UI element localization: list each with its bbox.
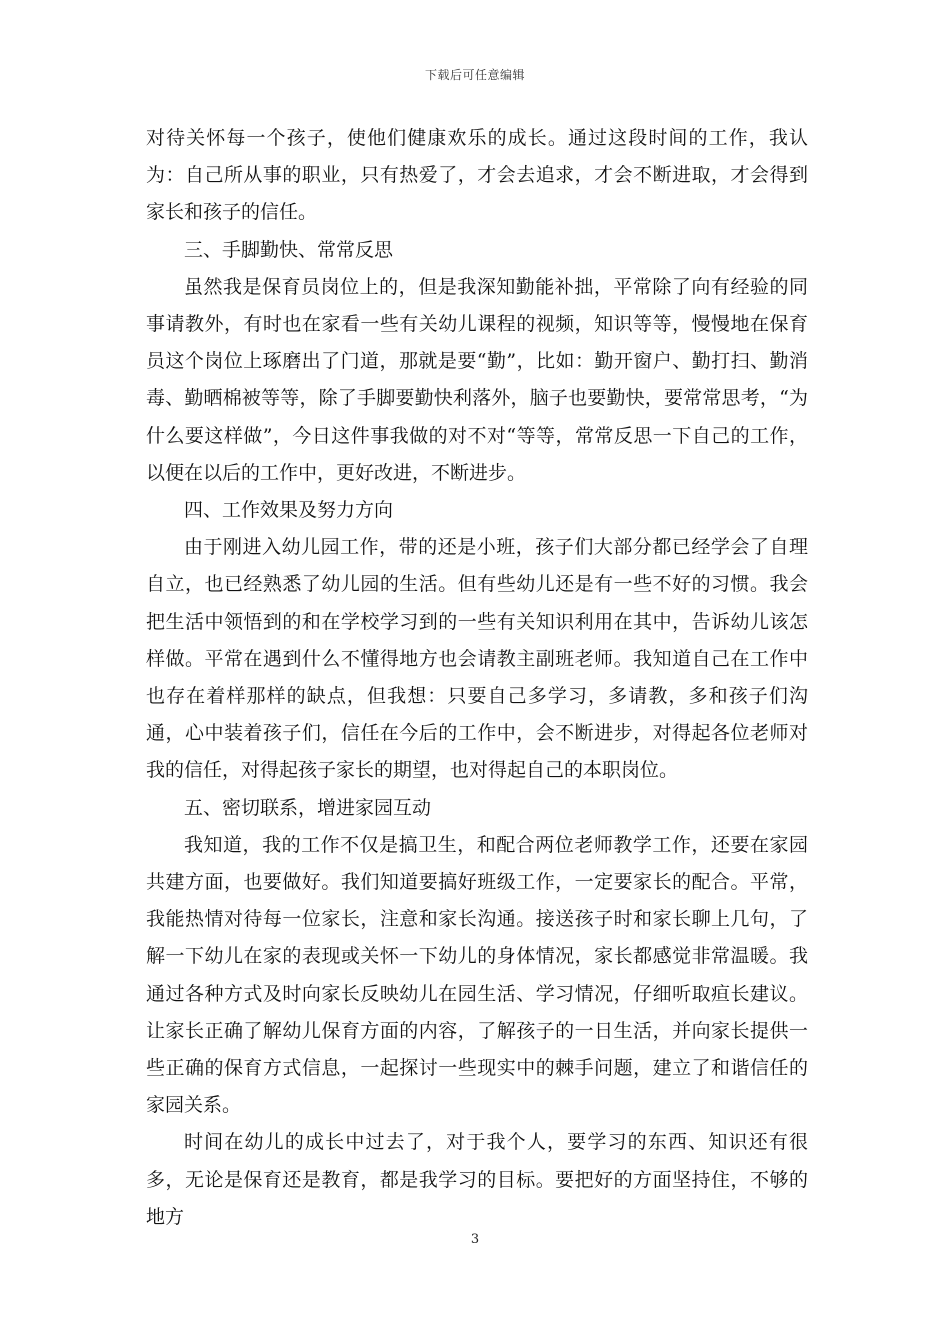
paragraph-section-3: 虽然我是保育员岗位上的，但是我深知勤能补拙，平常除了向有经验的同事请教外，有时也在家看一些有关幼儿课程的视频，知识等等，慢慢地在保育员这个岗位上琢磨出了门道，那就是要“勤”，比如：勤开窗户、勤打扫、勤消毒、勤晒棉被等等，除了手脚要勤快利落外，脑子也要勤快，要常常思考，“为什么要这样做”，今日这件事我做的对不对“等等，常常反思一下自己的工作，以便在以后的工作中，更好改进，不断进步。 [146,275,808,484]
section-heading-4: 四、工作效果及努力方向 [184,499,394,522]
paragraph-section-4: 由于刚进入幼儿园工作，带的还是小班，孩子们大部分都已经学会了自理自立，也已经熟悉了幼儿园的生活。但有些幼儿还是有一些不好的习惯。我会把生活中领悟到的和在学校学习到的一些有关知识利用在其中，告诉幼儿该怎样做。平常在遇到什么不懂得地方也会请教主副班老师。我知道自己在工作中也存在着样那样的缺点，但我想：只要自己多学习，多请教，多和孩子们沟通，心中装着孩子们，信任在今后的工作中，会不断进步，对得起各位老师对我的信任，对得起孩子家长的期望，也对得起自己的本职岗位。 [146,536,808,782]
page-number: 3 [470,1232,480,1247]
paragraph-conclusion: 时间在幼儿的成长中过去了，对于我个人，要学习的东西、知识还有很多，无论是保育还是教育，都是我学习的目标。要把好的方面坚持住，不够的地方 [146,1131,808,1228]
paragraph-continuation: 对待关怀每一个孩子，使他们健康欢乐的成长。通过这段时间的工作，我认为：自己所从事的职业，只有热爱了，才会去追求，才会不断进取，才会得到家长和孩子的信任。 [146,127,808,224]
paragraph-section-5: 我知道，我的工作不仅是搞卫生，和配合两位老师教学工作，还要在家园共建方面，也要做好。我们知道要搞好班级工作，一定要家长的配合。平常，我能热情对待每一位家长，注意和家长沟通。接送孩子时和家长聊上几句，了解一下幼儿在家的表现或关怀一下幼儿的身体情况，家长都感觉非常温暖。我通过各种方式及时向家长反映幼儿在园生活、学习情况，仔细听取疸长建议。让家长正确了解幼儿保育方面的内容，了解孩子的一日生活，并向家长提供一些正确的保育方式信息，一起探讨一些现实中的棘手问题，建立了和谐信任的家园关系。 [146,833,808,1117]
section-heading-3: 三、手脚勤快、常常反思 [184,238,394,261]
page-header: 下载后可任意编辑 [424,68,525,82]
section-heading-5: 五、密切联系，增进家园互动 [184,796,432,819]
document-body [146,120,808,1236]
